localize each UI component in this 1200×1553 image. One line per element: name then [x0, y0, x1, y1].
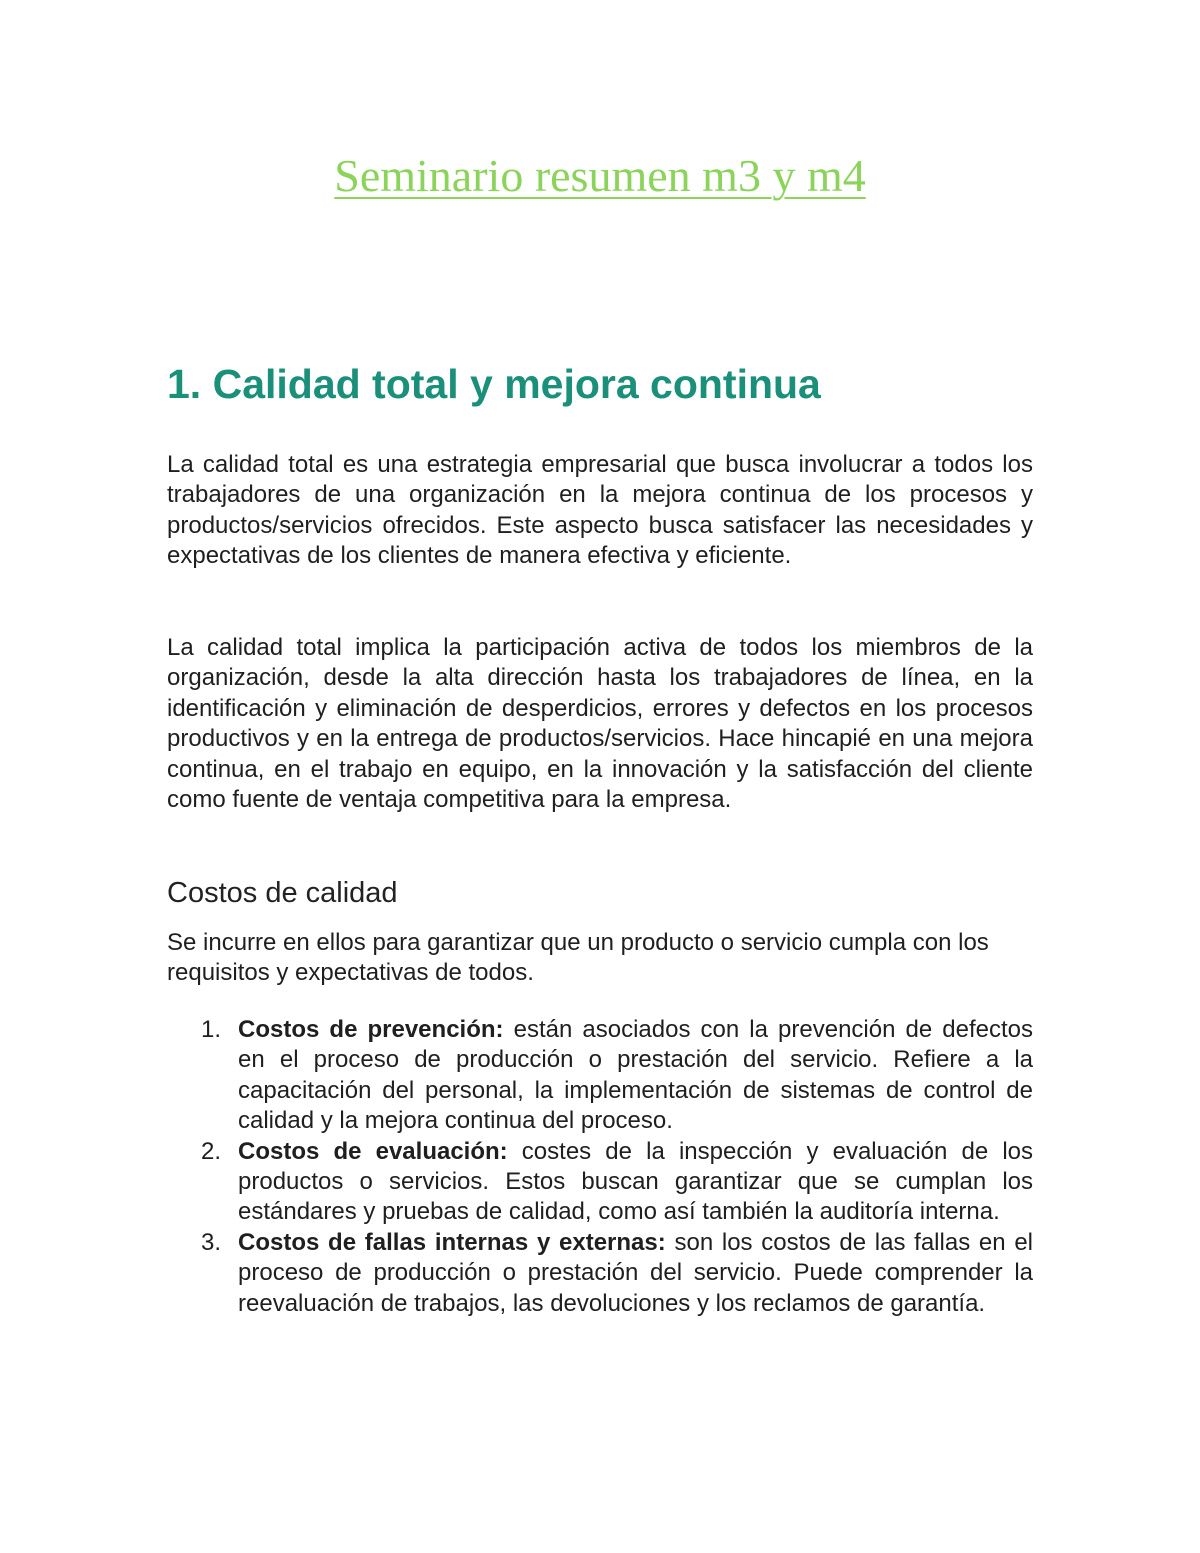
paragraph-participacion: La calidad total implica la participación activa de todos los miembros de la organización, desde la alta dirección hasta los trabajadores de línea, en la identificación y eliminación de desperdicios, errores y defectos en los procesos productivos y en la entrega de productos/servicios. Hace hincapié en una mejora continua, en el trabajo en equipo, en la innovación y la satisfacción del cliente como fuente de ventaja competitiva para la empresa.	[167, 634, 1033, 814]
list-item-text: costes de la inspección y evaluación de los productos o servicios. Estos buscan garantizar que se cumplan los estándares y pruebas de calidad, como así también la auditoría interna.	[238, 1137, 1034, 1226]
list-item-text: están asociados con la prevención de defectos en el proceso de producción o prestación del servicio. Refiere a la capacitación del personal, la implementación de sistemas de control de calidad y la mejora continua del proceso.	[238, 1016, 1034, 1135]
document-title: Seminario resumen m3 y m4	[334, 150, 866, 201]
list-item	[167, 1228, 1033, 1319]
list-item-text: son los costos de las fallas en el proceso de producción o prestación del servicio. Puede comprender la reevaluación de trabajos, las devoluciones y los reclamos de garantía.	[238, 1228, 1034, 1317]
paragraph-costos-intro: Se incurre en ellos para garantizar que un producto o servicio cumpla con los requisitos y expectativas de todos.	[167, 929, 989, 987]
section-heading: 1. Calidad total y mejora continua	[167, 361, 821, 407]
list-item-number: 1.	[201, 1016, 222, 1043]
subheading-costos: Costos de calidad	[167, 877, 398, 909]
list-item	[167, 1137, 1033, 1228]
list-item-number: 3.	[201, 1228, 222, 1256]
list-item-term: Costos de fallas internas y externas:	[238, 1228, 666, 1256]
list-item-term: Costos de prevención:	[238, 1016, 504, 1043]
cost-list	[167, 1015, 1033, 1319]
list-item-number: 2.	[201, 1137, 222, 1165]
list-item-term: Costos de evaluación:	[238, 1137, 508, 1165]
list-item	[167, 1015, 1033, 1137]
paragraph-calidad-total: La calidad total es una estrategia empresarial que busca involucrar a todos los trabajadores de una organización en la mejora continua de los procesos y productos/servicios ofrecidos. Este aspecto busca satisfacer las necesidades y expectativas de los clientes de manera efectiva y eficiente.	[167, 451, 1033, 570]
